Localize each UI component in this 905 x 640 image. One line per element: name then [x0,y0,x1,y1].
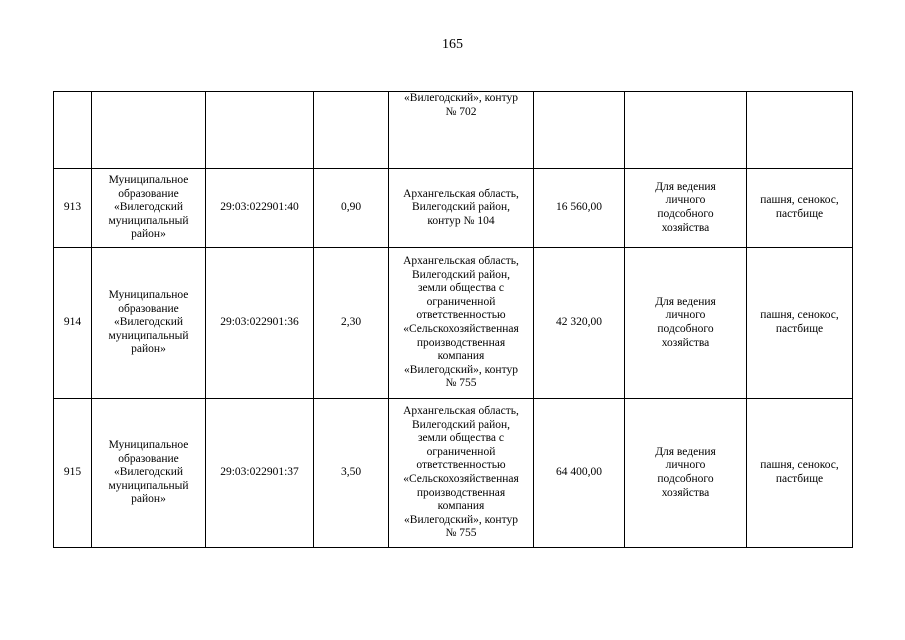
usage-line: пашня, сенокос, [760,194,839,207]
cell-address [389,169,534,248]
purpose-line: подсобного [657,208,714,220]
usage-line: пастбище [775,208,824,220]
cell-no: 914 [54,248,92,399]
address-line: ограниченной [426,445,496,458]
owner-line: «Вилегодский [113,316,184,329]
address-line: «Вилегодский», контур [404,513,518,526]
cell-purpose [625,92,747,169]
purpose-line: личного [665,194,706,207]
address-line: «Сельскохозяйственная [403,473,519,485]
table-row [54,169,853,248]
address-line: № 702 [445,105,477,118]
purpose-line: подсобного [657,323,714,335]
purpose-line: хозяйства [661,486,710,499]
table-row-continuation [54,92,853,169]
address-line: компания [437,500,485,513]
address-line: производственная [416,486,506,499]
usage-line: пастбище [775,473,824,485]
cell-area: 3,50 [314,399,389,548]
address-line: Вилегодский район, [411,268,511,281]
cell-cadastral [206,92,314,169]
address-line: Архангельская область, [403,405,519,418]
owner-line: «Вилегодский [113,466,184,479]
address-line: Архангельская область, [403,255,519,268]
purpose-line: Для ведения [655,295,716,308]
cell-owner [92,169,206,248]
cell-value: 64 400,00 [534,399,625,548]
cell-value: 16 560,00 [534,169,625,248]
cell-usage [747,169,853,248]
cell-cadastral: 29:03:022901:36 [206,248,314,399]
cell-value [534,92,625,169]
cell-area: 0,90 [314,169,389,248]
page-number: 165 [442,37,463,52]
cell-purpose [625,399,747,548]
cell-value: 42 320,00 [534,248,625,399]
address-line: контур № 104 [427,214,495,227]
purpose-line: хозяйства [661,221,710,234]
address-line: ограниченной [426,295,496,308]
address-line: Вилегодский район, [411,418,511,431]
address-line: земли общества с [417,282,505,295]
land-plots-table [53,91,853,548]
address-line: земли общества с [417,432,505,445]
table-row [54,399,853,548]
usage-line: пашня, сенокос, [760,309,839,322]
cell-area: 2,30 [314,248,389,399]
usage-line: пастбище [775,323,824,335]
owner-line: район» [131,493,166,506]
cell-address [389,399,534,548]
cell-no: 913 [54,169,92,248]
owner-line: муниципальный [108,479,189,492]
cell-no: 915 [54,399,92,548]
owner-line: Муниципальное [108,174,189,187]
owner-line: образование [118,302,179,315]
purpose-line: хозяйства [661,336,710,349]
address-line: «Сельскохозяйственная [403,323,519,335]
purpose-line: личного [665,459,706,472]
address-line: № 755 [445,377,477,390]
cell-usage [747,92,853,169]
address-line: «Вилегодский», контур [404,363,518,376]
address-line: «Вилегодский», контур [404,92,518,104]
owner-line: Муниципальное [108,439,189,452]
purpose-line: личного [665,309,706,322]
table-row [54,248,853,399]
address-line: № 755 [445,527,477,540]
cell-owner [92,92,206,169]
cell-purpose [625,169,747,248]
address-line: Вилегодский район, [411,201,511,214]
cell-owner [92,399,206,548]
usage-line: пашня, сенокос, [760,459,839,472]
address-line: ответственностью [416,459,506,472]
cell-address [389,248,534,399]
owner-line: муниципальный [108,329,189,342]
purpose-line: Для ведения [655,180,716,193]
cell-purpose [625,248,747,399]
purpose-line: Для ведения [655,445,716,458]
address-line: Архангельская область, [403,187,519,200]
cell-no [54,92,92,169]
cell-cadastral: 29:03:022901:40 [206,169,314,248]
cell-address [389,92,534,169]
owner-line: район» [131,228,166,241]
cell-usage [747,248,853,399]
owner-line: образование [118,452,179,465]
cell-cadastral: 29:03:022901:37 [206,399,314,548]
address-line: компания [437,350,485,363]
address-line: ответственностью [416,309,506,322]
cell-area [314,92,389,169]
owner-line: образование [118,187,179,200]
owner-line: муниципальный [108,214,189,227]
cell-owner [92,248,206,399]
cell-usage [747,399,853,548]
owner-line: район» [131,343,166,356]
owner-line: «Вилегодский [113,201,184,214]
address-line: производственная [416,336,506,349]
owner-line: Муниципальное [108,289,189,302]
purpose-line: подсобного [657,473,714,485]
